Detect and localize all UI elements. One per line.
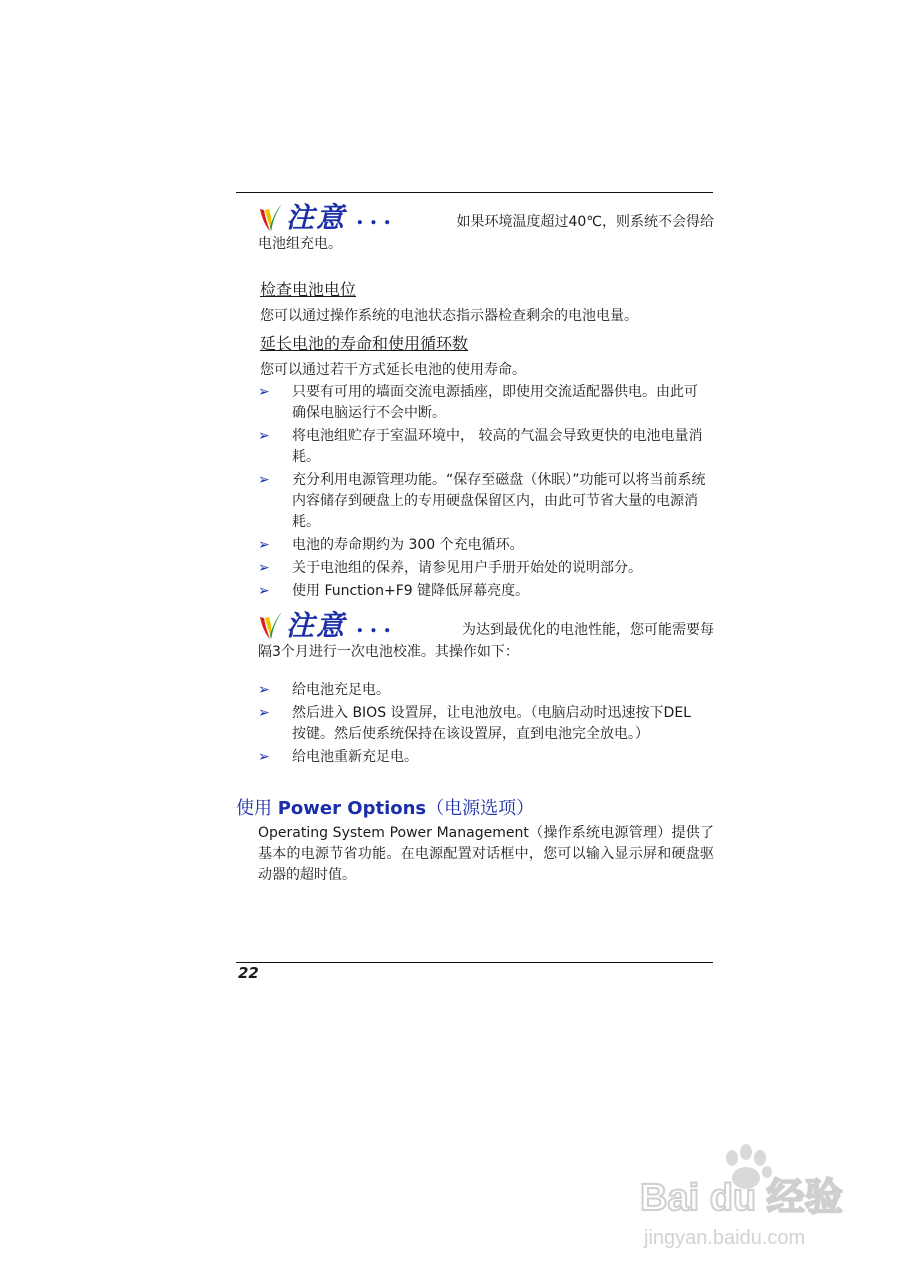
power-options-heading bbox=[236, 796, 534, 822]
section-title: 延长电池的寿命和使用循环数 bbox=[260, 334, 469, 353]
arrowhead-bullet-icon: ➢ bbox=[258, 537, 270, 553]
page-number: 22 bbox=[238, 964, 259, 982]
arrowhead-bullet-icon: ➢ bbox=[258, 384, 270, 400]
note-text-line2: 电池组充电。 bbox=[258, 236, 342, 252]
section-extend-life bbox=[260, 333, 714, 381]
note-box-1 bbox=[258, 198, 714, 256]
list-item: ➢ 充分利用电源管理功能。“保存至磁盘（休眠）”功能可以将当前系统内容储存到硬盘上的专用硬盘保留区内，由此可节省大量的电源消耗。 bbox=[258, 470, 708, 533]
heading-en: Power Options bbox=[277, 798, 427, 819]
list-item: ➢ 将电池组贮存于室温环境中， 较高的气温会导致更快的电池电量消耗。 bbox=[258, 426, 708, 468]
note-logo bbox=[258, 201, 428, 233]
bottom-rule bbox=[236, 962, 713, 963]
battery-tips-list bbox=[258, 382, 708, 604]
list-item: ➢ 关于电池组的保养，请参见用户手册开始处的说明部分。 bbox=[258, 558, 708, 579]
list-item: ➢ 给电池充足电。 bbox=[258, 680, 708, 701]
note-text-line1: 为达到最优化的电池性能，您可能需要每 bbox=[462, 621, 714, 638]
note-label: 注意 bbox=[286, 200, 347, 234]
note-quill-icon bbox=[258, 609, 284, 641]
calibration-steps-list bbox=[258, 680, 708, 770]
arrowhead-bullet-icon: ➢ bbox=[258, 583, 270, 599]
arrowhead-bullet-icon: ➢ bbox=[258, 472, 270, 488]
section-body: 您可以通过若干方式延长电池的使用寿命。 bbox=[260, 362, 526, 378]
note-box-2 bbox=[258, 606, 714, 664]
arrowhead-bullet-icon: ➢ bbox=[258, 428, 270, 444]
arrowhead-bullet-icon: ➢ bbox=[258, 749, 270, 765]
note-logo bbox=[258, 609, 428, 641]
section-body: 您可以通过操作系统的电池状态指示器检查剩余的电池电量。 bbox=[260, 308, 638, 324]
baidu-jingyan-watermark bbox=[640, 1140, 860, 1260]
arrowhead-bullet-icon: ➢ bbox=[258, 682, 270, 698]
list-item: ➢ 电池的寿命期约为 300 个充电循环。 bbox=[258, 535, 708, 556]
list-item: ➢ 使用 Function+F9 键降低屏幕亮度。 bbox=[258, 581, 708, 602]
note-dots: ... bbox=[356, 203, 397, 230]
list-item: ➢ 给电池重新充足电。 bbox=[258, 747, 708, 768]
heading-cn: （电源选项） bbox=[426, 798, 535, 819]
list-item: ➢ 然后进入 BIOS 设置屏，让电池放电。（电脑启动时迅速按下DEL 按键。然后使系统保持在该设置屏，直到电池完全放电。） bbox=[258, 703, 708, 745]
section-check-battery bbox=[260, 279, 714, 327]
note-quill-icon bbox=[258, 201, 284, 233]
note-text-line1: 如果环境温度超过40℃，则系统不会得给 bbox=[456, 213, 714, 230]
power-options-paragraph: Operating System Power Management（操作系统电源管理）提供了基本的电源节省功能。在电源配置对话框中，您可以输入显示屏和硬盘驱动器的超时值。 bbox=[258, 825, 714, 883]
section-title: 检查电池电位 bbox=[260, 280, 357, 299]
arrowhead-bullet-icon: ➢ bbox=[258, 705, 270, 721]
note-label: 注意 bbox=[286, 608, 347, 642]
watermark-url: jingyan.baidu.com bbox=[644, 1227, 806, 1249]
list-item: ➢ 只要有可用的墙面交流电源插座，即使用交流适配器供电。由此可确保电脑运行不会中断。 bbox=[258, 382, 708, 424]
note-dots: ... bbox=[356, 611, 397, 638]
top-rule bbox=[236, 192, 713, 193]
arrowhead-bullet-icon: ➢ bbox=[258, 560, 270, 576]
heading-prefix: 使用 bbox=[236, 798, 278, 819]
watermark-brand: Bai du 经验 bbox=[640, 1177, 843, 1219]
note-text-line2: 隔3个月进行一次电池校准。其操作如下： bbox=[258, 644, 519, 660]
